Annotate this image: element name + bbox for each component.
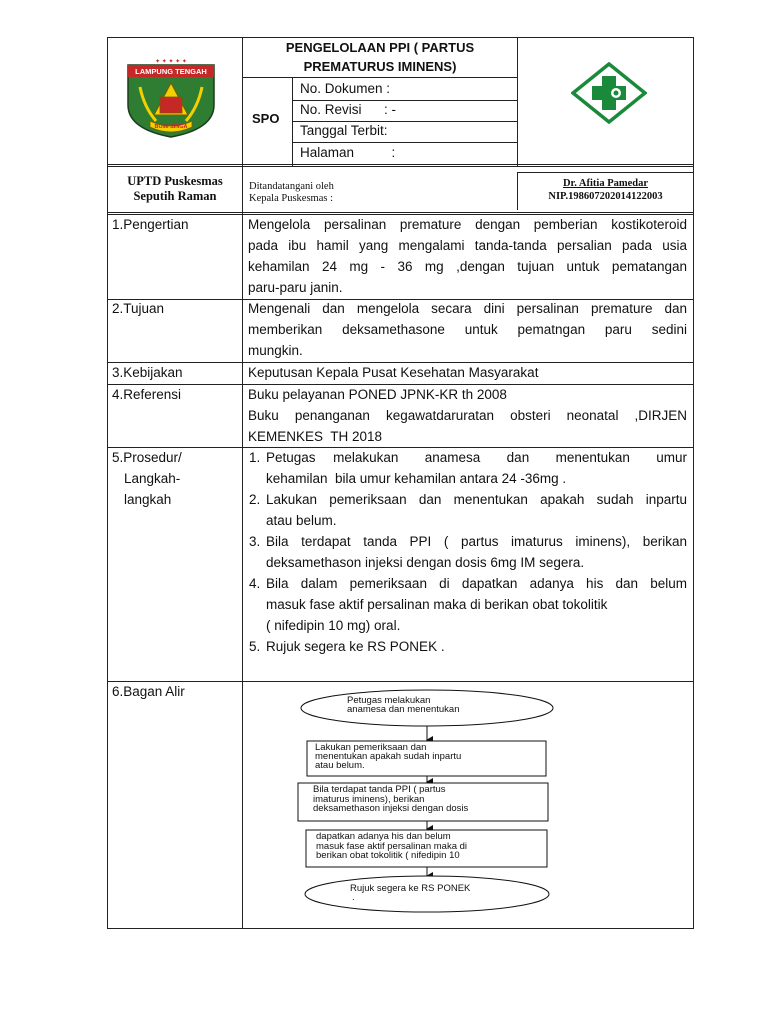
flow-text: atau belum. (315, 760, 365, 771)
tujuan-line: mungkin. (248, 343, 303, 358)
step-line: ( nifedipin 10 mg) oral. (266, 618, 401, 633)
label-prosedur-line: Langkah- (124, 471, 181, 486)
label-tujuan: 2.Tujuan (112, 301, 165, 316)
pengertian-line: Mengelola persalinan premature dengan pemberian kostikoteroid (248, 217, 687, 232)
flow-text: Lakukan pemeriksaan dan (315, 742, 427, 753)
step-line: masuk fase aktif persalinan maka di berikan obat tokolitik (266, 597, 608, 612)
referensi-line: Buku pelayanan PONED JPNK-KR th 2008 (248, 387, 507, 402)
referensi-line: KEMENKES TH 2018 (248, 429, 383, 444)
title-line-1: PENGELOLAAN PPI ( PARTUS (285, 40, 475, 55)
doc-field-revisi: No. Revisi : - (300, 102, 397, 117)
label-kebijakan: 3.Kebijakan (112, 365, 183, 380)
flowchart (243, 682, 693, 928)
official-name: Dr. Afitia Pamedar (562, 178, 649, 189)
unit-name-line-2: Seputih Raman (133, 189, 217, 203)
document-title (243, 38, 517, 76)
label-prosedur-line: 5.Prosedur/ (112, 450, 182, 465)
official-signature (518, 177, 693, 203)
flow-text: imaturus iminens), berikan (313, 794, 425, 805)
title-line-2: PREMATURUS IMINENS) (303, 59, 457, 74)
official-nip: NIP.198607202014122003 (548, 191, 663, 202)
label-prosedur-line: langkah (124, 492, 172, 507)
doc-field-tanggal: Tanggal Terbit: (300, 123, 388, 138)
pengertian-line: kehamilan 24 mg - 36 mg ,dengan tujuan untuk pematangan (248, 259, 687, 274)
label-bagan-alir: 6.Bagan Alir (112, 684, 185, 699)
step-line: deksamethason injeksi dengan dosis 6mg IM segera. (266, 555, 585, 570)
tujuan-line: memberikan deksamethasone untuk pematngan paru sedini (248, 322, 687, 337)
step-line: Rujuk segera ke RS PONEK . (266, 639, 445, 654)
step-number: 1. (249, 450, 261, 465)
tujuan-line: Mengenali dan mengelola secara dini persalinan premature dan (248, 301, 687, 316)
logo-ribbon-text: BUMI SINGA (154, 124, 188, 130)
step-number: 2. (249, 492, 261, 507)
signed-by-line-1: Ditandatangani oleh (249, 181, 334, 192)
signed-by (249, 181, 334, 205)
step-line: Lakukan pemeriksaan dan menentukan apakah sudah inpartu (266, 492, 687, 507)
logo-banner-text: LAMPUNG TENGAH (135, 67, 207, 76)
flow-text: anamesa dan menentukan (347, 704, 460, 715)
flow-text: Rujuk segera ke RS PONEK (350, 883, 471, 894)
step-line: kehamilan bila umur kehamilan antara 24 -36mg . (266, 471, 567, 486)
referensi-line: Buku penanganan kegawatdaruratan obsteri neonatal ,DIRJEN (248, 408, 687, 423)
flow-text: dapatkan adanya his dan belum (316, 831, 451, 842)
flow-text: masuk fase aktif persalinan maka di (316, 841, 468, 852)
flow-node-end (305, 876, 549, 912)
regency-logo (126, 57, 216, 139)
step-number: 4. (249, 576, 261, 591)
flow-text: menentukan apakah sudah inpartu (315, 751, 462, 762)
label-referensi: 4.Referensi (112, 387, 182, 402)
flow-text: . (352, 892, 355, 903)
flow-text: deksamethason injeksi dengan dosis (313, 803, 469, 814)
spo-label: SPO (252, 111, 280, 126)
step-number: 3. (249, 534, 261, 549)
unit-name (108, 174, 242, 204)
label-pengertian: 1.Pengertian (112, 217, 189, 232)
flow-text: Petugas melakukan (347, 695, 431, 706)
step-line: atau belum. (266, 513, 337, 528)
step-line: Petugas melakukan anamesa dan menentukan umur (266, 450, 687, 465)
doc-field-halaman: Halaman : (300, 145, 396, 160)
signed-by-line-2: Kepala Puskesmas : (249, 193, 333, 204)
svg-text:✦ ✦ ✦ ✦ ✦: ✦ ✦ ✦ ✦ ✦ (155, 59, 187, 65)
step-number: 5. (249, 639, 261, 654)
kebijakan-text: Keputusan Kepala Pusat Kesehatan Masyarakat (248, 365, 539, 380)
unit-name-line-1: UPTD Puskesmas (127, 174, 223, 188)
step-line: Bila terdapat tanda PPI ( partus imaturus iminens), berikan (266, 534, 687, 549)
doc-field-nomor: No. Dokumen : (300, 81, 391, 96)
green-cross-icon (571, 62, 647, 124)
flow-text: berikan obat tokolitik ( nifedipin 10 (316, 850, 460, 861)
flow-text: Bila terdapat tanda PPI ( partus (313, 784, 446, 795)
pengertian-line: pada ibu hamil yang mengalami tanda-tanda persalian pada usia (248, 238, 687, 253)
step-line: Bila dalam pemeriksaan di dapatkan adanya his dan belum (266, 576, 687, 591)
pengertian-line: paru-paru janin. (248, 280, 343, 295)
